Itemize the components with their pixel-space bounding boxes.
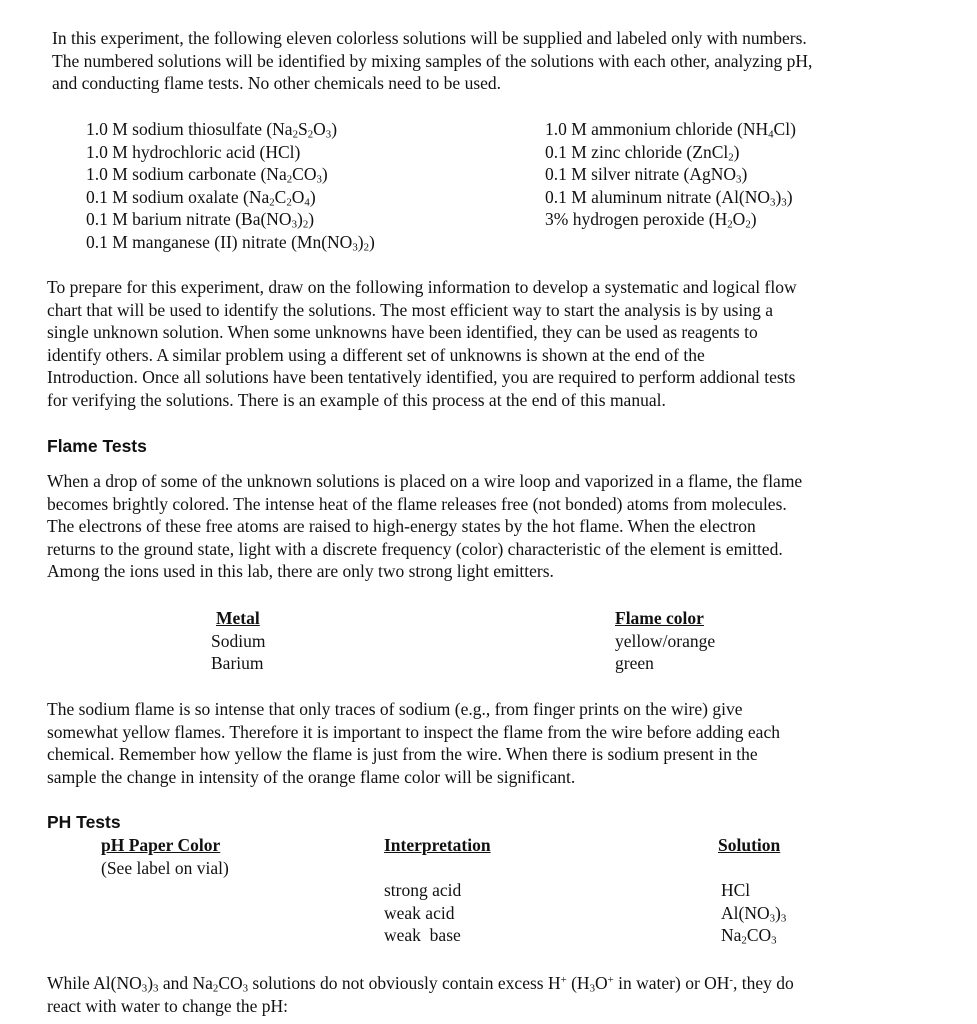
solution-item: 0.1 M silver nitrate (AgNO$_3$) xyxy=(545,164,748,186)
metal-cell: Barium xyxy=(211,653,264,673)
ph-tests-heading: PH Tests xyxy=(47,812,121,832)
prepare-line: To prepare for this experiment, draw on the following information to develop a systematic and logical flow xyxy=(47,277,797,297)
solution-item: 0.1 M aluminum nitrate $(Al(NO_3)_3)$ xyxy=(545,186,793,209)
solution-header: Solution xyxy=(718,835,781,855)
flame-color-cell: yellow/orange xyxy=(615,630,716,651)
closing-line: While $Al(NO_3)_3$ and $Na_2CO_3$ solutions do not obviously contain excess H+ ($H_3O^+$ in water) or OH-, they do xyxy=(47,973,794,995)
ph-paper-color-column xyxy=(101,834,229,879)
flame-line: returns to the ground state, light with a discrete frequency (color) characteristic of the element is emitted. xyxy=(47,538,783,559)
flame-line: The electrons of these free atoms are raised to high-energy states by the hot flame. When the electron xyxy=(47,516,756,537)
ph-paper-color-note: (See label on vial) xyxy=(101,857,229,878)
prepare-line: identify others. A similar problem using a different set of unknowns is shown at the end of the xyxy=(47,344,705,365)
solutions-list-left xyxy=(86,118,375,253)
solution-item: 1.0 M hydrochloric acid (HCl) xyxy=(86,141,301,162)
interpretation-cell: weak acid xyxy=(384,902,455,923)
flame-paragraph xyxy=(47,470,896,583)
prepare-line: single unknown solution. When some unknowns have been identified, they can be used as reagents to xyxy=(47,322,758,343)
solution-item: 1.0 M ammonium chloride $(NH_4Cl)$ xyxy=(545,119,796,141)
interpretation-cell: strong acid xyxy=(384,880,462,900)
closing-line: react with water to change the pH: xyxy=(47,995,289,1016)
intro-line: The numbered solutions will be identified by mixing samples of the solutions with each other, analyzing pH, xyxy=(52,50,813,71)
sodium-line: somewhat yellow flames. Therefore it is important to inspect the flame from the wire before adding each xyxy=(47,721,780,742)
sodium-paragraph xyxy=(47,698,896,788)
metal-cell: Sodium xyxy=(211,630,266,651)
solution-item: 1.0 M sodium thiosulfate $(Na_2S_2O_3)$ xyxy=(86,119,338,141)
interpretation-cell: weak base xyxy=(384,925,461,945)
prepare-line: for verifying the solutions. There is an example of this process at the end of this manual. xyxy=(47,389,666,410)
solution-item: 0.1 M manganese (II) nitrate $(Mn(NO_3)_2)$ xyxy=(86,231,375,254)
solution-item: 0.1 M barium nitrate $(Ba(NO_3)_2)$ xyxy=(86,209,315,231)
flame-line: Among the ions used in this lab, there are only two strong light emitters. xyxy=(47,561,554,582)
sodium-line: sample the change in intensity of the orange flame color will be significant. xyxy=(47,766,576,787)
solution-cell: $Na_2CO_3$ xyxy=(721,925,777,947)
solution-item: 3% hydrogen peroxide $(H_2O_2)$ xyxy=(545,209,757,231)
closing-paragraph xyxy=(47,972,896,1017)
sodium-line: The sodium flame is so intense that only traces of sodium (e.g., from finger prints on the wire) give xyxy=(47,699,743,719)
flame-line: becomes brightly colored. The intense heat of the flame releases free (not bonded) atoms from molecules. xyxy=(47,493,787,514)
flame-table-metal-column xyxy=(211,607,265,675)
sodium-line: chemical. Remember how yellow the flame is just from the wire. When there is sodium present in the xyxy=(47,744,758,765)
prepare-paragraph xyxy=(47,276,896,412)
intro-line: and conducting flame tests. No other chemicals need to be used. xyxy=(52,73,502,94)
prepare-line: Introduction. Once all solutions have been tentatively identified, you are required to perform addional tests xyxy=(47,367,796,388)
flame-table-color-column xyxy=(615,607,715,675)
solutions-list-right xyxy=(545,118,796,231)
solution-column xyxy=(718,834,786,947)
solution-cell: HCl xyxy=(721,880,751,900)
solution-cell: $Al(NO_3)_3$ xyxy=(721,902,787,925)
metal-header: Metal xyxy=(216,608,260,628)
solution-item: 1.0 M sodium carbonate $(Na_2CO_3)$ xyxy=(86,164,328,186)
flame-line: When a drop of some of the unknown solutions is placed on a wire loop and vaporized in a flame, the flame xyxy=(47,471,803,491)
solution-item: 0.1 M sodium oxalate $(Na_2C_2O_4)$ xyxy=(86,186,316,209)
interpretation-header: Interpretation xyxy=(384,835,491,855)
intro-line: In this experiment, the following eleven colorless solutions will be supplied and labeled only with numbers. xyxy=(52,28,807,48)
interpretation-column xyxy=(384,834,491,947)
flame-color-header: Flame color xyxy=(615,608,704,628)
ph-paper-color-header: pH Paper Color xyxy=(101,835,221,855)
solution-item: 0.1 M zinc chloride (ZnCl$_2$) xyxy=(545,141,740,164)
intro-paragraph xyxy=(52,27,930,95)
prepare-line: chart that will be used to identify the solutions. The most efficient way to start the analysis is by using a xyxy=(47,299,773,320)
flame-tests-heading: Flame Tests xyxy=(47,436,147,456)
flame-color-cell: green xyxy=(615,653,654,673)
